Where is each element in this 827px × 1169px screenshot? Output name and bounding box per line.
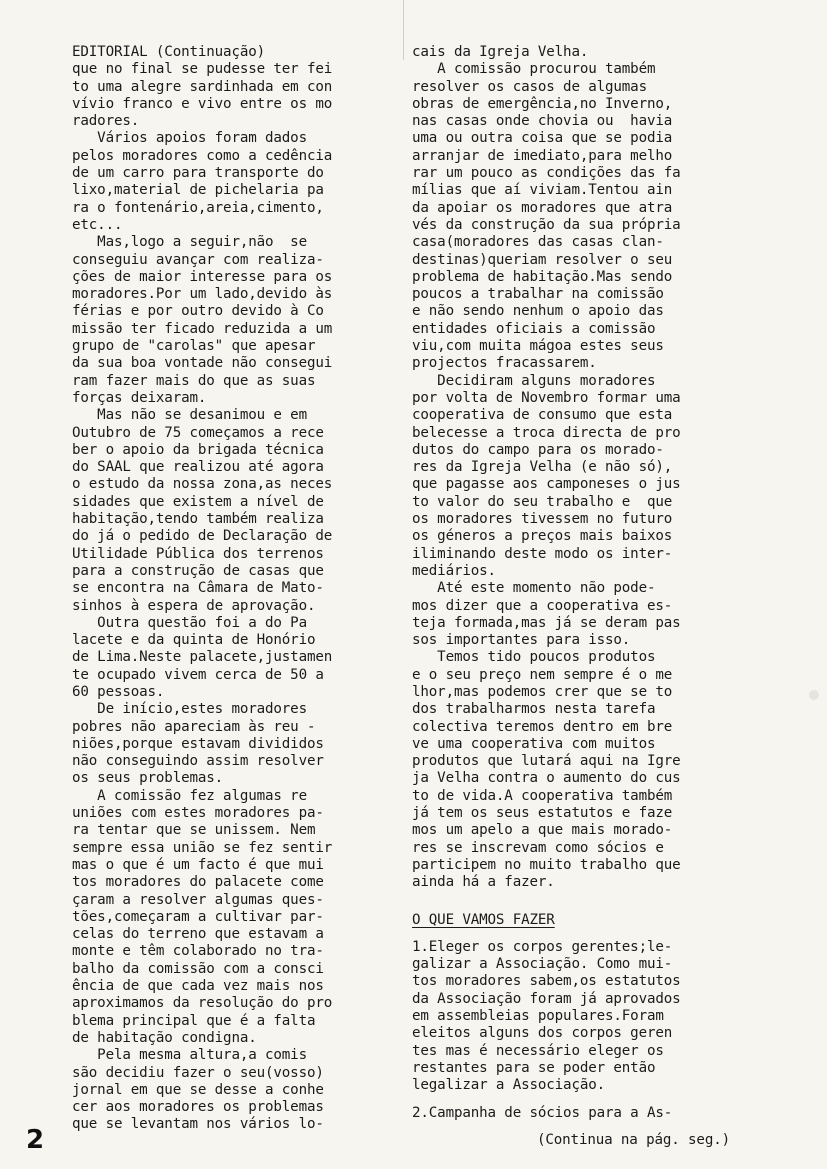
text-line: sempre essa união se fez sentir: [72, 839, 333, 856]
text-line: os seus problemas.: [72, 770, 224, 787]
text-line: cais da Igreja Velha.: [412, 44, 589, 60]
text-line: ja Velha contra o aumento do cus: [412, 770, 681, 787]
section-item-line: tes mas é necessário eleger os: [412, 1042, 664, 1059]
text-line: que pagasse aos camponeses o jus: [412, 476, 681, 493]
text-line: balho da comissão com a consci: [72, 960, 324, 977]
section-item-line: eleitos alguns dos corpos geren: [412, 1025, 673, 1042]
text-line: por volta de Novembro formar uma: [412, 389, 681, 406]
text-line: resolver os casos de algumas: [412, 78, 647, 95]
section-item-line: em assembleias populares.Foram: [412, 1008, 664, 1025]
text-line: moradores.Por um lado,devido às: [72, 286, 333, 303]
text-line: Outubro de 75 começamos a rece: [72, 424, 324, 441]
text-line: obras de emergência,no Inverno,: [412, 95, 673, 112]
text-line: Vários apoios foram dados: [72, 130, 307, 147]
text-line: res da Igreja Velha (e não só),: [412, 459, 673, 476]
text-line: conseguiu avançar com realiza-: [72, 251, 324, 268]
text-line: de Lima.Neste palacete,justamen: [72, 649, 333, 666]
text-line: mas o que é um facto é que mui: [72, 856, 324, 873]
text-line: do SAAL que realizou até agora: [72, 459, 324, 476]
line-gap: [412, 929, 742, 939]
text-line: e o seu preço nem sempre é o me: [412, 666, 673, 683]
text-line: Mas não se desanimou e em: [72, 407, 307, 424]
text-line: pelos moradores como a cedência: [72, 147, 333, 164]
text-line: forças deixaram.: [72, 389, 207, 406]
text-line: to de vida.A cooperativa também: [412, 787, 673, 804]
page-number: 2: [26, 1125, 45, 1155]
text-line: celas do terreno que estavam a: [72, 926, 324, 943]
text-line: poucos a trabalhar na comissão: [412, 286, 664, 303]
text-line: os géneros a preços mais baixos: [412, 528, 673, 545]
text-line: to valor do seu trabalho e que: [412, 493, 673, 510]
text-line: iliminando deste modo os inter-: [412, 545, 673, 562]
text-line: sinhos à espera de aprovação.: [72, 597, 316, 614]
text-line: que no final se pudesse ter fei: [72, 61, 333, 78]
text-line: Outra questão foi a do Pa: [72, 614, 307, 631]
text-line: da apoiar os moradores que atra: [412, 199, 673, 216]
text-line: ra o fontenário,areia,cimento,: [72, 199, 324, 216]
text-line: 60 pessoas.: [72, 683, 165, 700]
text-line: para a construção de casas que: [72, 562, 324, 579]
text-line: grupo de "carolas" que apesar: [72, 338, 316, 355]
text-line: viu,com muita mágoa estes seus: [412, 338, 664, 355]
text-line: uma ou outra coisa que se podia: [412, 130, 673, 147]
section-item-line: da Associação foram já aprovados: [412, 990, 681, 1007]
fold-mark: [403, 0, 404, 60]
section-item-line: legalizar a Associação.: [412, 1077, 606, 1094]
text-line: participem no muito trabalho que: [412, 856, 681, 873]
section-item-line: 1.Eleger os corpos gerentes;le-: [412, 938, 673, 955]
section-item-line: tos moradores sabem,os estatutos: [412, 973, 681, 990]
text-line: Decidiram alguns moradores: [412, 372, 656, 389]
line-gap: [412, 1095, 742, 1105]
text-line: que se levantam nos vários lo-: [72, 1116, 324, 1133]
text-line: projectos fracassarem.: [412, 355, 597, 372]
text-line: rar um pouco as condições das fa: [412, 165, 681, 182]
text-line: te ocupado vivem cerca de 50 a: [72, 666, 324, 683]
text-line: ram fazer mais do que as suas: [72, 372, 316, 389]
text-line: já tem os seus estatutos e faze: [412, 805, 673, 822]
text-line: mos um apelo a que mais morado-: [412, 822, 673, 839]
text-line: do já o pedido de Declaração de: [72, 528, 333, 545]
text-line: vívio franco e vivo entre os mo: [72, 95, 333, 112]
text-line: lacete e da quinta de Honório: [72, 632, 316, 649]
text-line: blema principal que é a falta: [72, 1012, 316, 1029]
text-line: férias e por outro devido à Co: [72, 303, 324, 320]
text-line: ve uma cooperativa com muitos: [412, 735, 656, 752]
punch-hole-mark: [809, 690, 819, 700]
text-line: não conseguindo assim resolver: [72, 753, 324, 770]
text-line: dutos do campo para os morado-: [412, 441, 664, 458]
text-line: mílias que aí viviam.Tentou ain: [412, 182, 673, 199]
text-line: etc...: [72, 216, 123, 233]
text-line: ainda há a fazer.: [412, 874, 555, 891]
text-line: e não sendo nenhum o apoio das: [412, 303, 664, 320]
section-item-line: galizar a Associação. Como mui-: [412, 956, 673, 973]
text-line: to uma alegre sardinhada em con: [72, 78, 333, 95]
text-line: belecesse a troca directa de pro: [412, 424, 681, 441]
text-line: o estudo da nossa zona,as neces: [72, 476, 333, 493]
text-line: entidades oficiais a comissão: [412, 320, 656, 337]
text-line: res se inscrevam como sócios e: [412, 839, 664, 856]
text-line: nas casas onde chovia ou havia: [412, 113, 673, 130]
section-item-line: restantes para se poder então: [412, 1059, 656, 1076]
text-line: çaram a resolver algumas ques-: [72, 891, 324, 908]
text-line: lixo,material de pichelaria pa: [72, 182, 324, 199]
text-line: Utilidade Pública dos terrenos: [72, 545, 324, 562]
text-line: aproximamos da resolução do pro: [72, 995, 333, 1012]
text-line: são decidiu fazer o seu(vosso): [72, 1064, 324, 1081]
line-gap: [412, 892, 742, 902]
text-line: produtos que lutará aqui na Igre: [412, 753, 681, 770]
text-line: tos moradores do palacete come: [72, 874, 324, 891]
text-line: da sua boa vontade não consegui: [72, 355, 333, 372]
text-line: casa(moradores das casas clan-: [412, 234, 664, 251]
text-line: mediários.: [412, 562, 496, 579]
text-line: ções de maior interesse para os: [72, 268, 333, 285]
text-line: problema de habitação.Mas sendo: [412, 268, 673, 285]
line-gap: [412, 1122, 742, 1132]
editorial-heading: EDITORIAL (Continuação): [72, 44, 266, 60]
continued-note: (Continua na pág. seg.): [536, 1131, 730, 1148]
text-line: A comissão fez algumas re: [72, 787, 307, 804]
text-line: arranjar de imediato,para melho: [412, 147, 673, 164]
text-line: mos dizer que a cooperativa es-: [412, 597, 673, 614]
text-line: Temos tido poucos produtos: [412, 649, 656, 666]
text-line: sos importantes para isso.: [412, 632, 631, 649]
text-line: se encontra na Câmara de Mato-: [72, 580, 324, 597]
text-line: missão ter ficado reduzida a um: [72, 320, 333, 337]
text-line: sidades que existem a nível de: [72, 493, 324, 510]
text-line: destinas)queriam resolver o seu: [412, 251, 673, 268]
text-line: lhor,mas podemos crer que se to: [412, 683, 673, 700]
text-line: habitação,tendo também realiza: [72, 511, 324, 528]
text-line: dos trabalharmos nesta tarefa: [412, 701, 656, 718]
text-line: cooperativa de consumo que esta: [412, 407, 673, 424]
text-line: tões,começaram a cultivar par-: [72, 908, 324, 925]
text-line: Mas,logo a seguir,não se: [72, 234, 307, 251]
text-line: Até este momento não pode-: [412, 580, 656, 597]
text-line: jornal em que se desse a conhe: [72, 1081, 324, 1098]
section-heading: O QUE VAMOS FAZER: [412, 911, 555, 928]
text-line: monte e têm colaborado no tra-: [72, 943, 324, 960]
line-gap: [412, 902, 742, 912]
text-line: Pela mesma altura,a comis: [72, 1047, 307, 1064]
text-line: A comissão procurou também: [412, 61, 656, 78]
left-column: [72, 44, 390, 1134]
text-line: ra tentar que se unissem. Nem: [72, 822, 316, 839]
section-item-line: 2.Campanha de sócios para a As-: [412, 1104, 673, 1121]
text-line: os moradores tivessem no futuro: [412, 511, 673, 528]
text-line: de habitação condigna.: [72, 1029, 257, 1046]
text-line: ber o apoio da brigada técnica: [72, 441, 324, 458]
text-line: pobres não apareciam às reu -: [72, 718, 316, 735]
text-line: De início,estes moradores: [72, 701, 307, 718]
text-line: cer aos moradores os problemas: [72, 1099, 324, 1116]
text-line: de um carro para transporte do: [72, 165, 324, 182]
text-line: colectiva teremos dentro em bre: [412, 718, 673, 735]
text-line: vés da construção da sua própria: [412, 216, 681, 233]
text-line: ência de que cada vez mais nos: [72, 978, 324, 995]
text-line: uniões com estes moradores pa-: [72, 805, 324, 822]
text-line: teja formada,mas já se deram pas: [412, 614, 681, 631]
right-column: [412, 44, 742, 1149]
text-line: niões,porque estavam divididos: [72, 735, 324, 752]
text-line: radores.: [72, 113, 140, 130]
